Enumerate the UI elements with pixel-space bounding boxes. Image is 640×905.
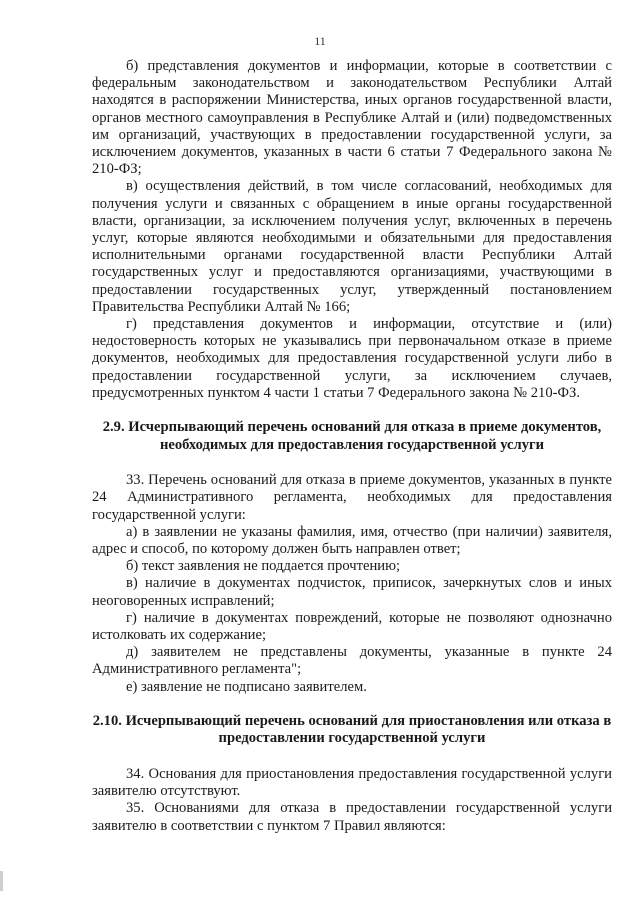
list-item-a: а) в заявлении не указаны фамилия, имя, отчество (при наличии) заявителя, адрес и способ, по которому должен быть направлен ответ; [92, 523, 612, 558]
page-number: 11 [314, 34, 326, 48]
paragraph-v: в) осуществления действий, в том числе согласований, необходимых для получения услуги и связанных с обращением в иные органы государственной власти, организации, за исключением получения услуг, включенных в перечень услуг, которые являются необходимыми и обязательными для предоставления исполнительными органами государственной власти Республики Алтай государственных услуг и предоставляются организациями, участвующими в предоставлении государственных услуг, утвержденный постановлением Правительства Республики Алтай № 166; [92, 178, 612, 315]
list-item-d: д) заявителем не представлены документы, указанные в пункте 24 Административного регламента"; [92, 644, 612, 678]
paragraph-b: б) представления документов и информации, которые в соответствии с федеральным законодательством и законодательством Республики Алтай находятся в распоряжении Министерства, иных органов государственной власти, органов местного самоуправления в Республике Алтай и (или) подведомственных им организаций, участвующих в предоставлении государственной услуги, за исключением документов, указанных в части 6 статьи 7 Федерального закона № 210-ФЗ; [92, 58, 612, 178]
document-body [92, 58, 612, 835]
section-2-9-heading: 2.9. Исчерпывающий перечень оснований для отказа в приеме документов, необходимых для предоставления государственной услуги [102, 419, 602, 453]
list-item-v: в) наличие в документах подчисток, приписок, зачеркнутых слов и иных неоговоренных исправлений; [92, 575, 612, 609]
paragraph-g: г) представления документов и информации, отсутствие и (или) недостоверность которых не указывались при первоначальном отказе в приеме документов, необходимых для предоставления государственной услуги либо в предоставлении государственной услуги, за исключением случаев, предусмотренных пунктом 4 части 1 статьи 7 Федерального закона № 210-ФЗ. [92, 316, 612, 401]
scan-edge-mark [0, 871, 3, 891]
list-item-g: г) наличие в документах повреждений, которые не позволяют однозначно истолковать их содержание; [92, 609, 612, 644]
list-item-b: б) текст заявления не поддается прочтению; [126, 558, 401, 575]
paragraph-35: 35. Основаниями для отказа в предоставлении государственной услуги заявителю в соответствии с пунктом 7 Правил являются: [92, 800, 612, 834]
paragraph-33: 33. Перечень оснований для отказа в приеме документов, указанных в пункте 24 Административного регламента, необходимых для предоставления государственной услуги: [92, 472, 612, 523]
section-2-10-heading: 2.10. Исчерпывающий перечень оснований для приостановления или отказа в предоставлении государственной услуги [92, 712, 612, 747]
list-item-e: е) заявление не подписано заявителем. [126, 678, 367, 695]
paragraph-34: 34. Основания для приостановления предоставления государственной услуги заявителю отсутствуют. [92, 766, 612, 800]
